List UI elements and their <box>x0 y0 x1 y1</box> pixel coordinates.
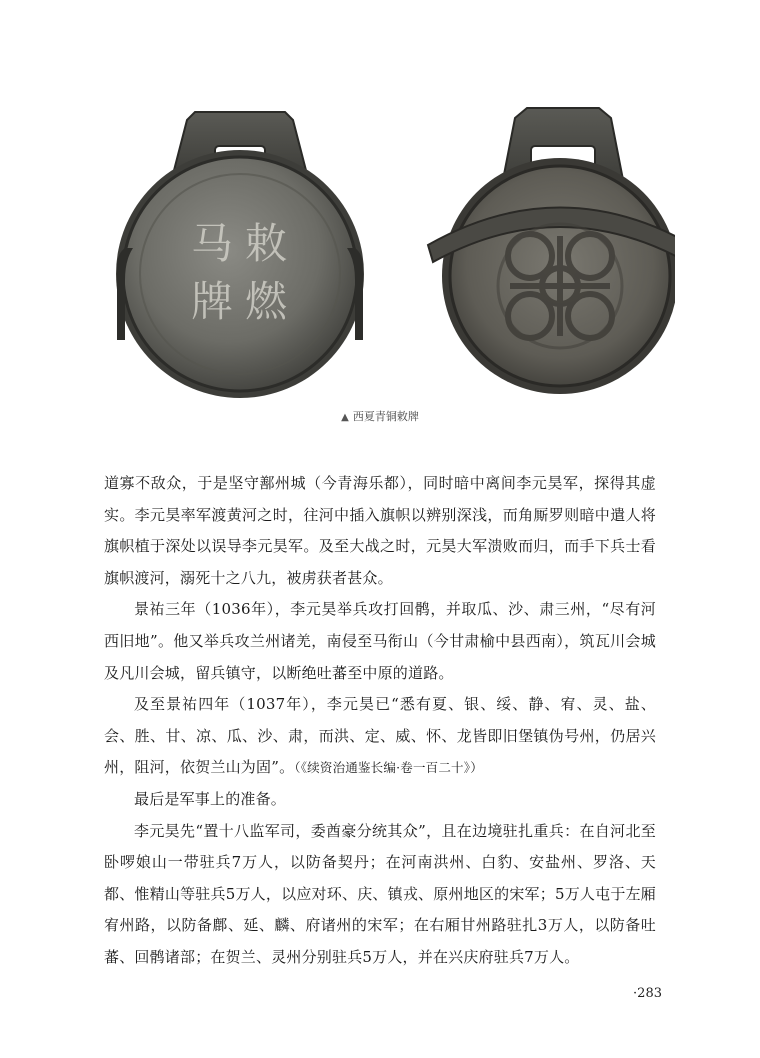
paragraph: 李元昊先“置十八监军司，委酋豪分统其众”，且在边境驻扎重兵：在自河北至卧啰娘山一带驻兵7万人，以防备契丹；在河南洪州、白豹、安盐州、罗洛、天都、惟精山等驻兵5万人，以应对环、庆、镇戎、原州地区的宋军；5万人屯于左厢宥州路，以防备鄜、延、麟、府诸州的宋军；在右厢甘州路驻扎3万人，以防备吐蕃、回鹘诸部；在贺兰、灵州分别驻兵5万人，并在兴庆府驻兵7万人。 <box>104 821 656 966</box>
svg-text:敕: 敕 <box>245 219 288 268</box>
figure-caption <box>0 408 760 424</box>
page-number: ·283 <box>633 986 662 1001</box>
paragraph: 景祐三年（1036年），李元昊举兵攻打回鹘，并取瓜、沙、肃三州，“尽有河西旧地”。他又举兵攻兰州诸羌，南侵至马衔山（今甘肃榆中县西南），筑瓦川会城及凡川会城，留兵镇守，以断绝吐蕃至中原的道路。 <box>104 600 656 682</box>
bronze-plaques-photo <box>95 90 675 400</box>
paragraph-text: 及至景祐四年（1037年），李元昊已“悉有夏、银、绥、静、宥、灵、盐、会、胜、甘、凉、瓜、沙、肃，而洪、定、威、怀、龙皆即旧堡镇伪号州，仍居兴州，阻河，依贺兰山为固”。 <box>104 695 656 777</box>
svg-text:燃: 燃 <box>245 277 288 326</box>
paragraph: 最后是军事上的准备。 <box>134 789 287 808</box>
svg-text:马: 马 <box>191 219 234 268</box>
caption-text: 西夏青铜敕牌 <box>352 410 419 423</box>
paragraph: 道寡不敌众，于是坚守鄯州城（今青海乐都），同时暗中离间李元昊军，探得其虚实。李元昊率军渡黄河之时，往河中插入旗帜以辨别深浅，而角厮罗则暗中遣人将旗帜植于深处以误导李元昊军。及至大战之时，元昊大军溃败而归，而手下兵士看旗帜渡河，溺死十之八九，被虏获者甚众。 <box>104 474 656 587</box>
svg-text:牌: 牌 <box>191 277 234 326</box>
caption-triangle-icon: ▲ <box>341 412 349 423</box>
left-plaque <box>116 112 364 398</box>
citation: （《续资治通鉴长编·卷一百二十》） <box>294 760 483 776</box>
paragraph <box>104 689 656 784</box>
knot-motif <box>498 224 622 348</box>
body-text <box>104 468 656 974</box>
right-plaque <box>428 108 675 394</box>
